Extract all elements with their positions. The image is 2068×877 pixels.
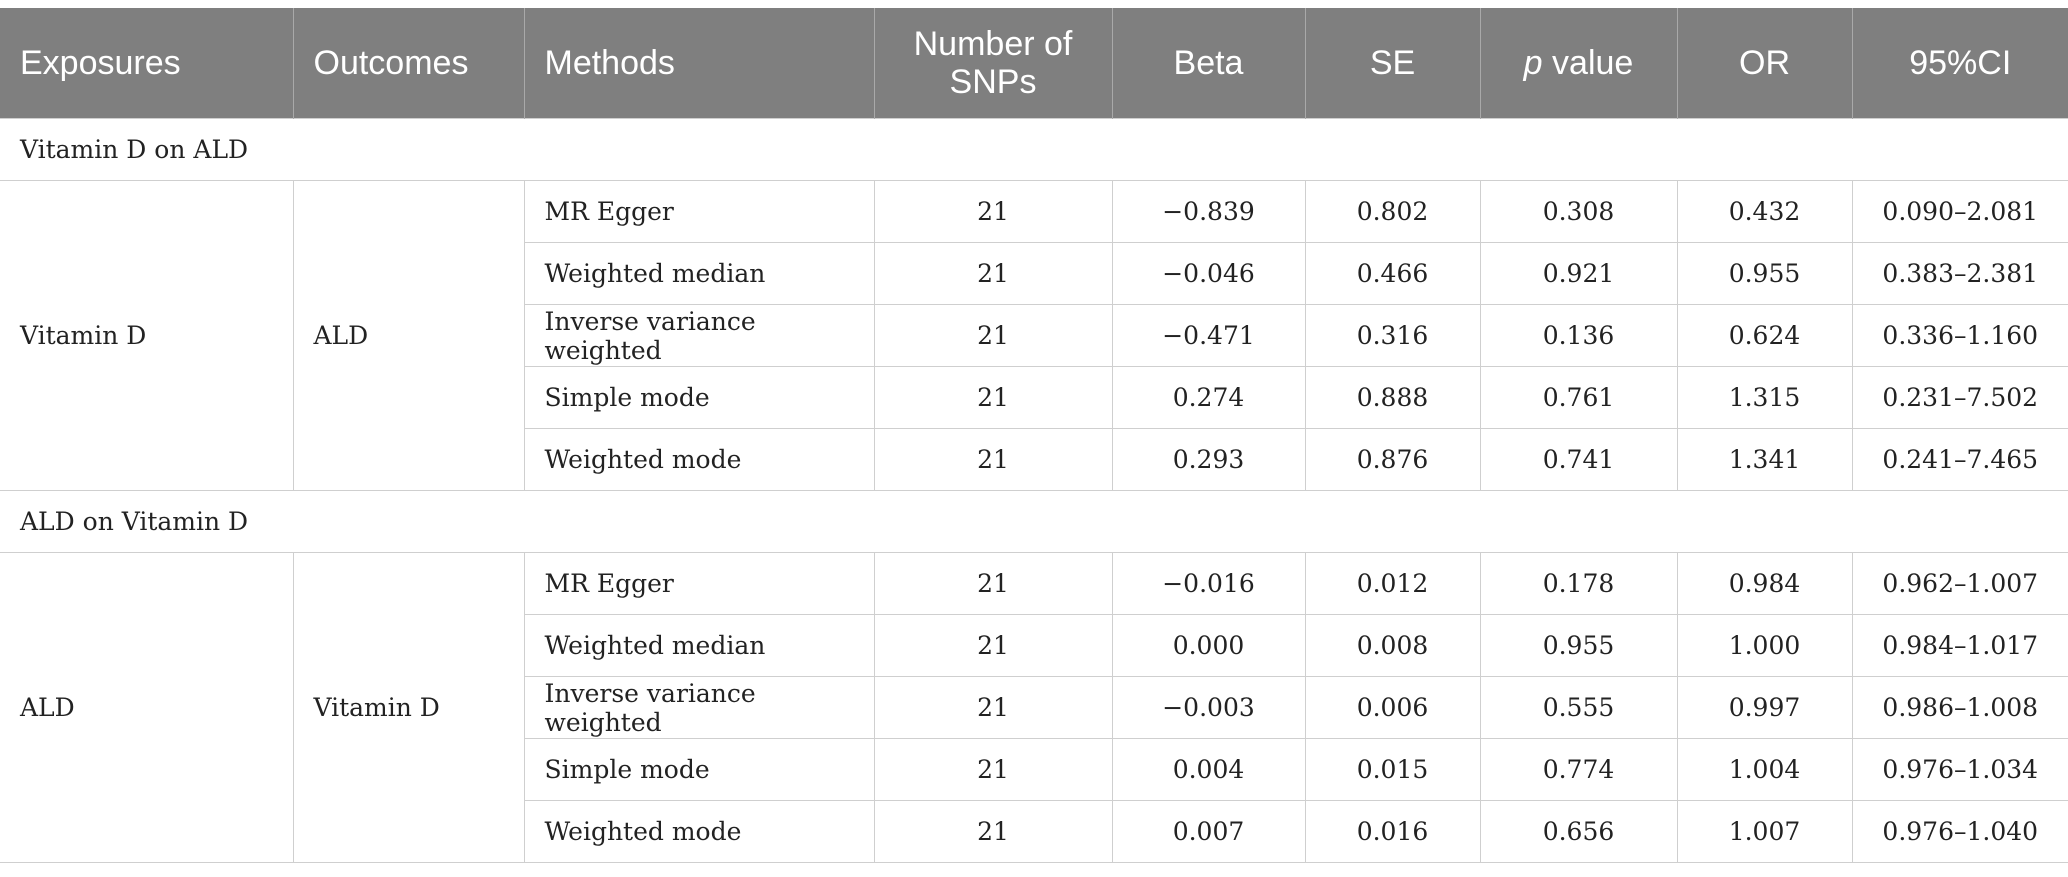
section-title: ALD on Vitamin D [0,491,2068,553]
ci-cell: 0.984–1.017 [1852,615,2068,677]
ci-cell: 0.090–2.081 [1852,181,2068,243]
results-table [0,8,2068,863]
se-cell: 0.802 [1305,181,1480,243]
or-cell: 1.315 [1677,367,1852,429]
table-header [0,8,2068,119]
snp-count-cell: 21 [874,739,1112,801]
header-outcomes: Outcomes [293,8,524,119]
header-beta: Beta [1112,8,1305,119]
header-se: SE [1305,8,1480,119]
or-cell: 0.624 [1677,305,1852,367]
snp-count-cell: 21 [874,305,1112,367]
ci-cell: 0.986–1.008 [1852,677,2068,739]
se-cell: 0.008 [1305,615,1480,677]
p-value-cell: 0.741 [1480,429,1677,491]
header-number-of-snps [874,8,1112,119]
method-cell: Simple mode [524,739,874,801]
snp-count-cell: 21 [874,553,1112,615]
or-cell: 1.004 [1677,739,1852,801]
section-title: Vitamin D on ALD [0,119,2068,181]
or-cell: 1.341 [1677,429,1852,491]
se-cell: 0.015 [1305,739,1480,801]
p-value-cell: 0.761 [1480,367,1677,429]
snp-count-cell: 21 [874,429,1112,491]
header-or: OR [1677,8,1852,119]
method-cell: Weighted mode [524,801,874,863]
header-p-italic: p [1523,44,1543,82]
exposure-cell: ALD [0,553,293,863]
or-cell: 0.955 [1677,243,1852,305]
se-cell: 0.466 [1305,243,1480,305]
method-cell: Inverse variance weighted [524,305,874,367]
header-ci: 95%CI [1852,8,2068,119]
ci-cell: 0.231–7.502 [1852,367,2068,429]
ci-cell: 0.976–1.034 [1852,739,2068,801]
ci-cell: 0.383–2.381 [1852,243,2068,305]
ci-cell: 0.336–1.160 [1852,305,2068,367]
beta-cell: 0.274 [1112,367,1305,429]
header-methods: Methods [524,8,874,119]
header-row [0,8,2068,119]
table-body [0,119,2068,863]
p-value-cell: 0.178 [1480,553,1677,615]
se-cell: 0.888 [1305,367,1480,429]
se-cell: 0.006 [1305,677,1480,739]
ci-cell: 0.976–1.040 [1852,801,2068,863]
method-cell: MR Egger [524,181,874,243]
or-cell: 0.984 [1677,553,1852,615]
method-cell: Weighted mode [524,429,874,491]
or-cell: 0.432 [1677,181,1852,243]
p-value-cell: 0.136 [1480,305,1677,367]
exposure-cell: Vitamin D [0,181,293,491]
method-cell: Weighted median [524,243,874,305]
section-row [0,491,2068,553]
beta-cell: −0.471 [1112,305,1305,367]
beta-cell: 0.293 [1112,429,1305,491]
outcome-cell: ALD [293,181,524,491]
method-cell: Inverse variance weighted [524,677,874,739]
or-cell: 1.007 [1677,801,1852,863]
header-nsnps-line2: SNPs [949,63,1037,101]
p-value-cell: 0.555 [1480,677,1677,739]
beta-cell: −0.003 [1112,677,1305,739]
header-p-rest: value [1542,44,1634,82]
snp-count-cell: 21 [874,801,1112,863]
section-row [0,119,2068,181]
table-row [0,553,2068,615]
method-cell: Weighted median [524,615,874,677]
or-cell: 1.000 [1677,615,1852,677]
outcome-cell: Vitamin D [293,553,524,863]
method-cell: Simple mode [524,367,874,429]
p-value-cell: 0.774 [1480,739,1677,801]
beta-cell: −0.016 [1112,553,1305,615]
p-value-cell: 0.656 [1480,801,1677,863]
ci-cell: 0.962–1.007 [1852,553,2068,615]
p-value-cell: 0.955 [1480,615,1677,677]
snp-count-cell: 21 [874,677,1112,739]
snp-count-cell: 21 [874,181,1112,243]
se-cell: 0.876 [1305,429,1480,491]
snp-count-cell: 21 [874,367,1112,429]
snp-count-cell: 21 [874,615,1112,677]
beta-cell: −0.839 [1112,181,1305,243]
snp-count-cell: 21 [874,243,1112,305]
beta-cell: −0.046 [1112,243,1305,305]
header-nsnps-line1: Number of [913,25,1073,63]
table-row [0,181,2068,243]
p-value-cell: 0.921 [1480,243,1677,305]
beta-cell: 0.000 [1112,615,1305,677]
method-cell: MR Egger [524,553,874,615]
p-value-cell: 0.308 [1480,181,1677,243]
header-exposures: Exposures [0,8,293,119]
se-cell: 0.012 [1305,553,1480,615]
se-cell: 0.316 [1305,305,1480,367]
ci-cell: 0.241–7.465 [1852,429,2068,491]
header-p-value [1480,8,1677,119]
or-cell: 0.997 [1677,677,1852,739]
beta-cell: 0.007 [1112,801,1305,863]
se-cell: 0.016 [1305,801,1480,863]
beta-cell: 0.004 [1112,739,1305,801]
